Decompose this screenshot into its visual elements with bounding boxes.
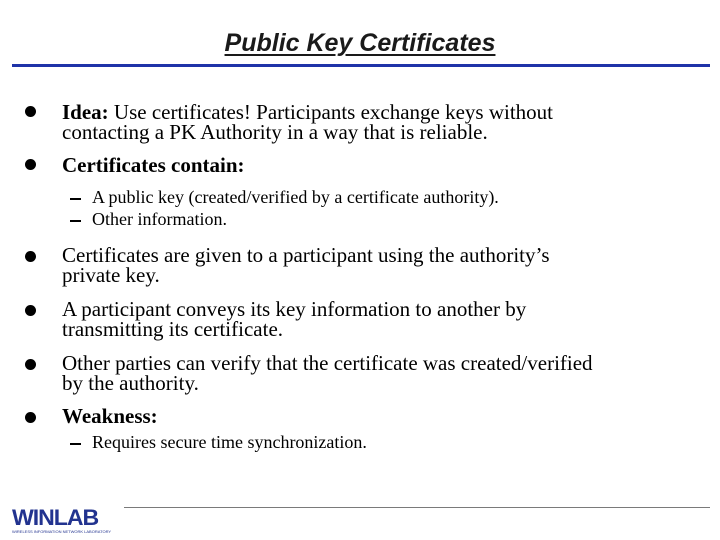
bullet-weakness: Weakness: xyxy=(62,404,158,428)
slide-title: Public Key Certificates xyxy=(224,29,496,57)
bullet-certificates-contain: Certificates contain: xyxy=(62,153,245,177)
bullet-dot-icon xyxy=(25,359,36,370)
sub-item-time-sync: Requires secure time synchronization. xyxy=(92,432,367,452)
bullet-dot-icon xyxy=(25,159,36,170)
bullet-idea-text: Use certificates! Participants exchange keys without xyxy=(108,100,554,124)
dash-icon xyxy=(70,198,81,200)
winlab-logo-subtitle: WIRELESS INFORMATION NETWORK LABORATORY xyxy=(12,529,112,534)
bullet-verify-line1: Other parties can verify that the certificate was created/verified xyxy=(62,351,593,375)
dash-icon xyxy=(70,443,81,445)
bullet-dot-icon xyxy=(25,106,36,117)
bullet-conveys-line1: A participant conveys its key information to another by xyxy=(62,297,527,321)
bullet-given-line2: private key. xyxy=(62,263,160,287)
sub-item-other-info: Other information. xyxy=(92,209,227,229)
title-underline-rule xyxy=(12,64,710,67)
bullet-idea xyxy=(62,102,662,122)
bullet-dot-icon xyxy=(25,251,36,262)
sub-item-public-key: A public key (created/verified by a certificate authority). xyxy=(92,187,499,207)
bullet-dot-icon xyxy=(25,412,36,423)
dash-icon xyxy=(70,220,81,222)
bullet-dot-icon xyxy=(25,305,36,316)
bullet-idea-lead: Idea: xyxy=(62,100,109,124)
bullet-conveys-line2: transmitting its certificate. xyxy=(62,317,284,341)
winlab-logo-text: WINLAB xyxy=(12,505,99,530)
winlab-logo xyxy=(12,507,118,535)
bullet-given-line1: Certificates are given to a participant using the authority’s xyxy=(62,243,550,267)
bullet-verify-line2: by the authority. xyxy=(62,371,199,395)
bullet-idea-continuation: contacting a PK Authority in a way that is reliable. xyxy=(62,120,488,144)
footer-rule xyxy=(124,507,710,508)
